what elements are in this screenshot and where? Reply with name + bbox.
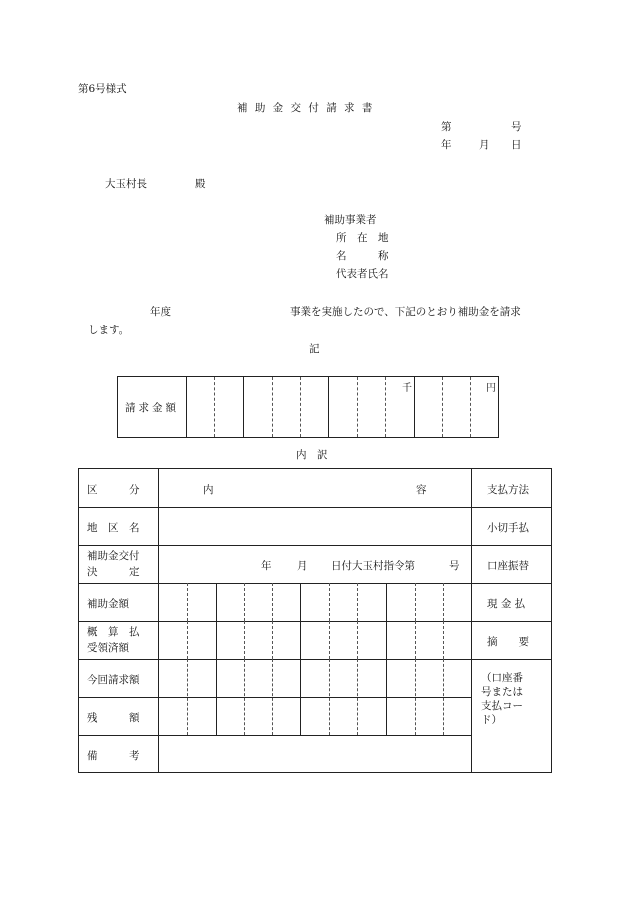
row-decision-2: 決 定 bbox=[87, 566, 140, 578]
body-text: 事業を実施したので、下記のとおり補助金を請求 bbox=[290, 306, 521, 318]
row-remaining: 残 額 bbox=[87, 712, 140, 724]
doc-no-suffix: 号 bbox=[511, 121, 522, 133]
header-category: 区 分 bbox=[87, 484, 140, 496]
yen-unit: 円 bbox=[486, 383, 496, 394]
row-subsidy: 補助金額 bbox=[87, 598, 129, 610]
amount-box bbox=[117, 376, 499, 438]
row-remarks: 備 考 bbox=[87, 750, 140, 762]
date-month: 月 bbox=[479, 139, 490, 151]
date-day: 日 bbox=[511, 139, 522, 151]
header-content-right: 容 bbox=[416, 484, 427, 496]
ki-heading: 記 bbox=[309, 343, 320, 355]
body-text-2: します。 bbox=[88, 324, 130, 336]
header-content-left: 内 bbox=[203, 484, 214, 496]
doc-no-prefix: 第 bbox=[441, 121, 452, 133]
page-title: 補 助 金 交 付 請 求 書 bbox=[237, 102, 375, 114]
applicant-heading: 補助事業者 bbox=[324, 214, 377, 226]
payment-note-1: （口座番 bbox=[481, 672, 523, 684]
payment-cash: 現 金 払 bbox=[487, 598, 526, 610]
header-payment: 支払方法 bbox=[487, 484, 529, 496]
payment-transfer: 口座振替 bbox=[487, 560, 529, 572]
fiscal-year-label: 年度 bbox=[150, 306, 171, 318]
payment-note-3: 支払コー bbox=[481, 700, 523, 712]
breakdown-table bbox=[78, 468, 552, 773]
applicant-representative: 代表者氏名 bbox=[336, 268, 389, 280]
row-district: 地 区 名 bbox=[87, 522, 140, 534]
decision-text: 日付大玉村指令第 bbox=[331, 560, 415, 572]
payment-note-4: ド） bbox=[481, 714, 502, 726]
applicant-address: 所 在 地 bbox=[336, 232, 389, 244]
applicant-name: 名 称 bbox=[336, 250, 389, 262]
payment-note-2: 号または bbox=[481, 686, 523, 698]
row-decision-1: 補助金交付 bbox=[87, 550, 140, 562]
date-year: 年 bbox=[441, 139, 452, 151]
thousand-unit: 千 bbox=[402, 383, 412, 394]
decision-no: 号 bbox=[449, 560, 460, 572]
addressee-honorific: 殿 bbox=[195, 178, 206, 190]
row-current: 今回請求額 bbox=[87, 674, 140, 686]
breakdown-title: 内 訳 bbox=[296, 449, 328, 461]
decision-month: 月 bbox=[297, 560, 308, 572]
row-estimate-2: 受領済額 bbox=[87, 642, 129, 654]
form-number: 第6号様式 bbox=[78, 83, 127, 95]
addressee-name: 大玉村長 bbox=[105, 178, 147, 190]
payment-check: 小切手払 bbox=[487, 522, 529, 534]
row-estimate-1: 概 算 払 bbox=[87, 626, 140, 638]
payment-summary: 摘 要 bbox=[487, 636, 529, 648]
amount-label: 請求金額 bbox=[118, 377, 187, 437]
decision-year: 年 bbox=[261, 560, 272, 572]
